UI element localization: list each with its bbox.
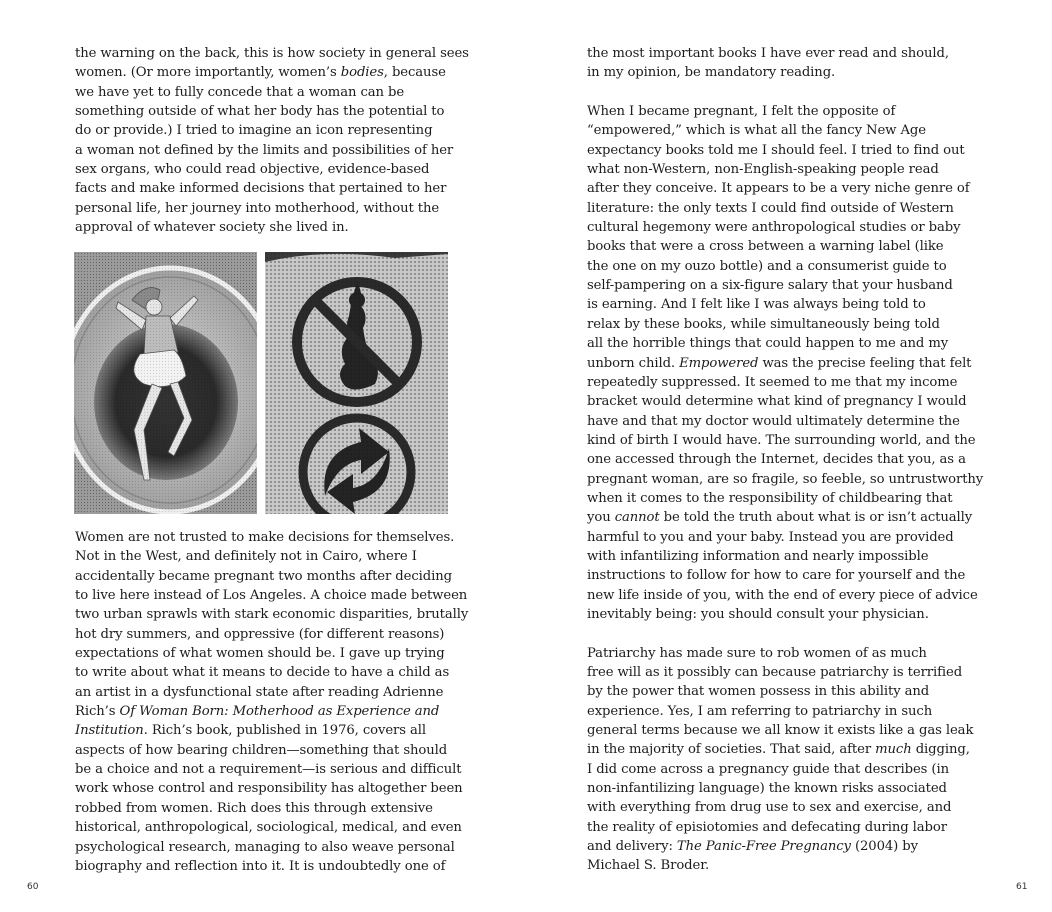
text-run: is earning. And I felt like I was always being told to: [587, 297, 926, 313]
text-run: was the precise feeling that felt: [758, 355, 972, 371]
text-line: [587, 334, 977, 353]
coin-dancing-woman-icon: [74, 252, 257, 514]
text-run: by the power that women possess in this ability and: [587, 684, 930, 700]
text-line: [75, 586, 468, 605]
text-line: [587, 837, 977, 856]
text-line: [587, 586, 977, 605]
text-line: [587, 740, 977, 759]
text-run: self-pampering on a six-figure salary that your husband: [587, 278, 953, 294]
text-run: instructions to follow for how to care for yourself and the: [587, 568, 966, 584]
text-run: biography and reflection into it. It is undoubtedly one of: [75, 858, 446, 874]
text-line: [587, 276, 977, 295]
text-line: [75, 547, 455, 566]
text-run: facts and make informed decisions that pertained to her: [75, 181, 447, 197]
text-run: accidentally became pregnant two months after deciding: [75, 568, 452, 584]
text-run: to write about what it means to decide to have a child as: [75, 665, 450, 681]
text-line: [587, 547, 977, 566]
text-line: [587, 218, 977, 237]
text-line: [587, 450, 977, 469]
italic-text: Of Woman Born: Motherhood as Experience and: [119, 704, 440, 720]
text-line: [587, 818, 977, 837]
text-line: [75, 663, 455, 682]
text-line: [75, 857, 455, 876]
text-run: two urban sprawls with stark economic disparities, brutally: [75, 607, 469, 623]
text-line: [587, 102, 977, 121]
text-run: Not in the West, and definitely not in Cairo, where I: [75, 549, 417, 565]
text-line: [587, 644, 977, 663]
text-run: Patriarchy has made sure to rob women of as much: [587, 645, 927, 661]
text-line: [75, 160, 455, 179]
text-line: [587, 160, 977, 179]
text-line: [75, 121, 455, 140]
text-line: [587, 779, 977, 798]
left-page-top-paragraph: [75, 44, 469, 237]
text-line: [587, 392, 977, 411]
text-run: all the horrible things that could happen to me and my: [587, 336, 949, 352]
text-line: [587, 63, 977, 82]
text-run: with everything from drug use to sex and exercise, and: [587, 800, 952, 816]
text-line: [75, 721, 455, 740]
no-pregnant-woman-sign-icon: [265, 252, 448, 514]
text-run: non-infantilizing language) the known risks associated: [587, 781, 947, 797]
text-line: [587, 237, 977, 256]
text-run: repeatedly suppressed. It seemed to me that my income: [587, 374, 958, 390]
text-line: [587, 199, 977, 218]
text-line: [75, 199, 455, 218]
text-run: be a choice and not a requirement—is serious and difficult: [75, 762, 462, 778]
text-run: “empowered,” which is what all the fancy New Age: [587, 123, 926, 139]
text-run: you: [587, 510, 615, 526]
text-run: psychological research, managing to also weave personal: [75, 839, 455, 855]
text-line: [587, 470, 984, 489]
text-line: [587, 431, 977, 450]
text-line: [587, 373, 977, 392]
right-page-text-column: [587, 44, 984, 876]
text-run: expectations of what women should be. I gave up trying: [75, 646, 445, 662]
paragraph-break: [587, 624, 977, 643]
text-line: [587, 798, 977, 817]
text-run: approval of whatever society she lived in.: [75, 220, 349, 236]
text-run: harmful to you and your baby. Instead you are provided: [587, 529, 954, 545]
text-line: [75, 779, 463, 798]
text-run: hot dry summers, and oppressive (for different reasons): [75, 626, 445, 642]
text-line: [75, 818, 462, 837]
text-line: [75, 741, 455, 760]
text-run: the most important books I have ever read and should,: [587, 46, 949, 61]
italic-text: much: [875, 742, 912, 758]
italic-text: The Panic-Free Pregnancy: [676, 839, 851, 855]
text-line: [587, 721, 977, 740]
text-line: [75, 683, 455, 702]
text-line: [75, 567, 455, 586]
text-line: [587, 702, 977, 721]
coin-photo-figure: [74, 252, 257, 514]
text-run: Michael S. Broder.: [587, 858, 710, 874]
text-line: [587, 682, 977, 701]
text-run: in my opinion, be mandatory reading.: [587, 65, 836, 81]
text-line: [75, 605, 469, 624]
text-run: kind of birth I would have. The surrounding world, and the: [587, 432, 976, 448]
text-line: [587, 605, 977, 624]
text-line: [587, 663, 977, 682]
text-line: [587, 760, 977, 779]
italic-text: Institution: [75, 723, 144, 739]
text-run: have and that my doctor would ultimately determine the: [587, 413, 960, 429]
text-line: [75, 838, 455, 857]
text-run: Women are not trusted to make decisions for themselves.: [75, 530, 455, 545]
text-run: the warning on the back, this is how society in general sees: [75, 46, 469, 61]
text-line: [75, 141, 455, 160]
paragraph-break: [587, 83, 977, 102]
text-run: books that were a cross between a warning label (like: [587, 239, 944, 255]
text-line: [75, 44, 469, 63]
left-page-bottom-paragraph: [75, 528, 469, 876]
text-run: robbed from women. Rich does this through extensive: [75, 800, 433, 816]
text-run: (2004) by: [850, 839, 919, 855]
text-run: be told the truth about what is or isn’t actually: [659, 510, 973, 526]
text-run: unborn child.: [587, 355, 680, 371]
text-line: [75, 179, 455, 198]
text-run: new life inside of you, with the end of every piece of advice: [587, 587, 978, 603]
text-run: relax by these books, while simultaneously being told: [587, 316, 940, 332]
text-run: expectancy books told me I should feel. I tried to find out: [587, 142, 965, 158]
text-run: an artist in a dysfunctional state after reading Adrienne: [75, 684, 444, 700]
text-run: do or provide.) I tried to imagine an icon representing: [75, 123, 433, 139]
text-run: cultural hegemony were anthropological studies or baby: [587, 220, 961, 236]
text-run: aspects of how bearing children—something that should: [75, 742, 448, 758]
text-line: [587, 354, 977, 373]
text-run: when it comes to the responsibility of childbearing that: [587, 490, 953, 506]
text-line: [587, 257, 977, 276]
text-line: [587, 489, 977, 508]
text-run: with infantilizing information and nearly impossible: [587, 548, 929, 564]
text-line: [587, 295, 977, 314]
text-line: [587, 141, 977, 160]
text-line: [587, 528, 977, 547]
text-line: [75, 799, 455, 818]
text-run: literature: the only texts I could find outside of Western: [587, 200, 954, 216]
warning-sign-photo-figure: [265, 252, 448, 514]
text-line: [75, 760, 462, 779]
text-line: [75, 625, 455, 644]
text-run: free will as it possibly can because patriarchy is terrified: [587, 665, 963, 680]
text-run: Rich’s: [75, 704, 120, 720]
text-line: [75, 102, 455, 121]
text-line: [587, 566, 977, 585]
italic-text: cannot: [614, 510, 660, 526]
text-run: When I became pregnant, I felt the opposite of: [587, 104, 896, 120]
italic-text: Empowered: [679, 355, 759, 371]
text-run: to live here instead of Los Angeles. A choice made between: [75, 588, 468, 604]
text-run: what non-Western, non-English-speaking people read: [587, 162, 939, 178]
text-run: personal life, her journey into motherhood, without the: [75, 200, 440, 216]
italic-text: bodies: [340, 65, 384, 81]
text-run: the one on my ouzo bottle) and a consumerist guide to: [587, 258, 947, 274]
text-run: inevitably being: you should consult your physician.: [587, 606, 929, 622]
text-run: we have yet to fully concede that a woman can be: [75, 84, 405, 100]
text-run: something outside of what her body has the potential to: [75, 104, 445, 120]
text-run: sex organs, who could read objective, evidence-based: [75, 162, 430, 178]
text-run: in the majority of societies. That said, after: [587, 742, 876, 758]
text-run: pregnant woman, are so fragile, so feeble, so untrustworthy: [587, 471, 984, 487]
text-run: one accessed through the Internet, decides that you, as a: [587, 452, 966, 468]
text-line: [587, 412, 977, 431]
text-run: bracket would determine what kind of pregnancy I would: [587, 394, 967, 410]
text-run: the reality of episiotomies and defecating during labor: [587, 819, 947, 835]
right-page-number: 61: [1016, 882, 1028, 892]
left-page-number: 60: [27, 882, 39, 892]
text-line: [587, 179, 977, 198]
text-line: [587, 44, 977, 63]
text-line: [587, 508, 977, 527]
text-line: [587, 315, 977, 334]
text-run: after they conceive. It appears to be a very niche genre of: [587, 181, 970, 197]
text-line: [75, 702, 455, 721]
text-line: [75, 528, 455, 547]
text-run: general terms because we all know it exists like a gas leak: [587, 723, 974, 739]
text-run: , because: [383, 65, 446, 81]
text-run: . Rich’s book, published in 1976, covers all: [143, 723, 426, 739]
text-run: a woman not defined by the limits and possibilities of her: [75, 142, 454, 158]
text-run: I did come across a pregnancy guide that describes (in: [587, 761, 949, 777]
text-line: [75, 63, 455, 82]
text-run: digging,: [911, 742, 970, 758]
text-line: [587, 121, 977, 140]
text-line: [75, 83, 455, 102]
text-line: [75, 644, 455, 663]
text-run: work whose control and responsibility has altogether been: [75, 781, 463, 797]
text-line: [587, 856, 977, 875]
text-run: historical, anthropological, sociological, medical, and even: [75, 820, 462, 836]
text-line: [75, 218, 455, 237]
text-run: experience. Yes, I am referring to patriarchy in such: [587, 703, 933, 719]
text-run: and delivery:: [587, 839, 677, 855]
text-run: women. (Or more importantly, women’s: [75, 65, 341, 81]
